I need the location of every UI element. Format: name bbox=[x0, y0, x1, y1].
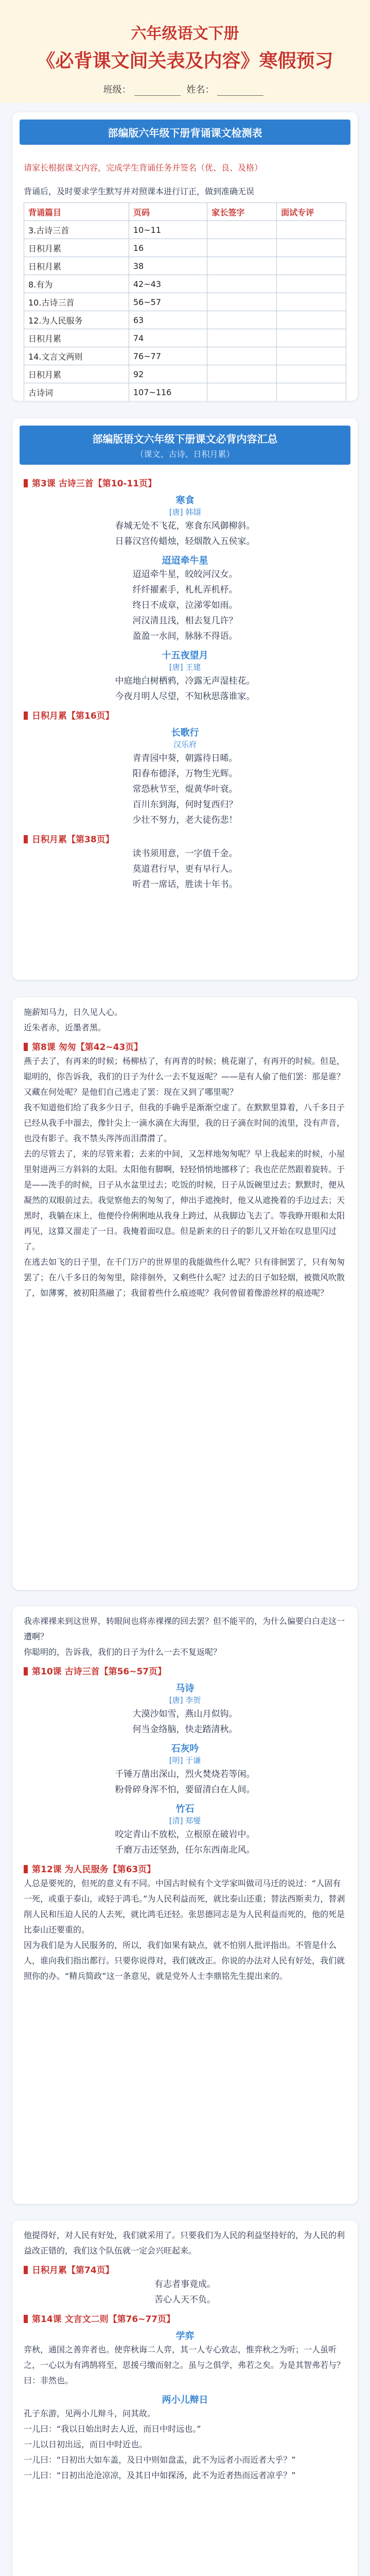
content-card-3 bbox=[12, 1606, 358, 2204]
poem-line: 千锤万凿出深山，烈火焚烧若等闲。 bbox=[115, 1769, 255, 1780]
table-row bbox=[24, 329, 346, 347]
table-cell: 12.为人民服务 bbox=[24, 311, 129, 329]
paragraph: 弈秋，通国之善弈者也。使弈秋诲二人弈，其一人专心致志，惟弈秋之为听；一人虽听之，一心以为有鸿鹄将至，思援弓缴而射之。虽与之俱学，弗若之矣。为是其智弗若与？曰：非然也。 bbox=[24, 2345, 345, 2385]
paragraph: 施薪知马力，日久见人心。 bbox=[24, 1007, 123, 1017]
signature-cell[interactable] bbox=[277, 383, 346, 401]
checklist-note: 背诵后，及时要求学生默写并对照课本进行订正，做到准确无误 bbox=[24, 187, 255, 196]
table-row bbox=[24, 239, 346, 257]
section-heading bbox=[24, 1664, 346, 1677]
section-marker-icon bbox=[24, 1865, 28, 1873]
class-blank[interactable] bbox=[134, 86, 181, 96]
signature-cell[interactable] bbox=[207, 221, 277, 239]
poem-line: 纤纤擢素手，札札弄机杼。 bbox=[132, 585, 238, 595]
section-heading bbox=[24, 1862, 346, 1875]
paragraph: 燕子去了，有再来的时候；杨柳枯了，有再青的时候；桃花谢了，有再开的时候。但是，聪明的，你告诉我，我们的日子为什么一去不复返呢？——是有人偷了他们罢：那是谁？又藏在何处呢？是他们自己逃走了罢：现在又到了哪里呢？ bbox=[24, 1056, 345, 1097]
summary-banner-title: 部编版语文六年级下册课文必背内容汇总 bbox=[92, 433, 278, 445]
table-cell: 56~57 bbox=[129, 293, 207, 311]
content-card-2 bbox=[12, 997, 358, 1590]
signature-cell[interactable] bbox=[277, 275, 346, 293]
section-heading-text: 日积月累【第38页】 bbox=[32, 835, 114, 845]
section-heading-text: 第12课 为人民服务【第63页】 bbox=[32, 1865, 156, 1875]
section-heading-text: 日积月累【第74页】 bbox=[32, 2265, 114, 2276]
poem-line: 盈盈一水间，脉脉不得语。 bbox=[132, 631, 238, 641]
name-blank[interactable] bbox=[217, 86, 263, 96]
header bbox=[0, 0, 370, 103]
table-cell: 76~77 bbox=[129, 347, 207, 365]
poem-line: 苦心人天不负。 bbox=[154, 2295, 216, 2305]
paragraph: 人总是要死的，但死的意义有不同。中国古时候有个文学家叫做司马迁的说过：“人固有一死，或重于泰山，或轻于鸿毛。”为人民利益而死，就比泰山还重；替法西斯卖力，替剥削人民和压迫人民的人去死，就比鸿毛还轻。张思德同志是为人民利益而死的，他的死是比泰山还要重的。 bbox=[24, 1878, 345, 1935]
poem-line: 千磨万击还坚劲，任尔东西南北风。 bbox=[115, 1845, 255, 1855]
table-cell: 3.古诗三首 bbox=[24, 221, 129, 239]
summary-banner-sub: （课文、古诗、日积月累） bbox=[135, 449, 235, 459]
poem-line: 常恐秋节至，焜黄华叶衰。 bbox=[132, 784, 238, 794]
section-heading bbox=[24, 832, 346, 845]
section-marker-icon bbox=[24, 2315, 28, 2323]
checklist-intro: 请家长根据课文内容，完成学生背诵任务并签名（优、良、及格） bbox=[24, 163, 263, 173]
poem-line: 青青园中葵，朝露待日晞。 bbox=[132, 753, 238, 764]
signature-cell[interactable] bbox=[207, 383, 277, 401]
paragraph: 我赤裸裸来到这世界，转眼间也将赤裸裸的回去罢？但不能平的，为什么偏要白白走这一遭啊？ bbox=[24, 1616, 345, 1641]
paragraph: 你聪明的，告诉我，我们的日子为什么一去不复返呢？ bbox=[24, 1647, 222, 1657]
table-row bbox=[24, 221, 346, 239]
poem-title: 寒食 bbox=[175, 495, 195, 506]
poem-line: 终日不成章，泣涕零如雨。 bbox=[132, 600, 238, 611]
poem-line: 今夜月明人尽望，不知秋思落谁家。 bbox=[115, 691, 255, 702]
signature-cell[interactable] bbox=[207, 365, 277, 383]
poem-title: 两小儿辩日 bbox=[162, 2395, 208, 2405]
table-cell: 日积月累 bbox=[24, 239, 129, 257]
table-row bbox=[24, 311, 346, 329]
section-heading-text: 第3课 古诗三首【第10-11页】 bbox=[32, 479, 157, 489]
card-body bbox=[12, 997, 358, 1309]
poem-line: 春城无处不飞花，寒食东风御柳斜。 bbox=[115, 521, 255, 531]
signature-cell[interactable] bbox=[207, 257, 277, 275]
table-cell: 8.有为 bbox=[24, 275, 129, 293]
signature-cell[interactable] bbox=[277, 221, 346, 239]
table-header: 面试专评 bbox=[277, 203, 346, 221]
poem-line: 有志者事竟成。 bbox=[154, 2279, 216, 2290]
paragraph: 一儿以日初出远，而日中时近也。 bbox=[24, 2439, 148, 2449]
signature-cell[interactable] bbox=[207, 293, 277, 311]
table-cell: 14.文言文两则 bbox=[24, 347, 129, 365]
poem-line: 大漠沙如雪，燕山月似钩。 bbox=[132, 1709, 238, 1719]
paragraph: 近朱者赤，近墨者黑。 bbox=[24, 1023, 107, 1032]
signature-cell[interactable] bbox=[207, 329, 277, 347]
student-info bbox=[0, 82, 370, 96]
poem-title: 十五夜望月 bbox=[162, 650, 208, 661]
section-heading bbox=[24, 1040, 346, 1053]
table-header: 家长签字 bbox=[207, 203, 277, 221]
table-row bbox=[24, 293, 346, 311]
paragraph: 因为我们是为人民服务的，所以，我们如果有缺点，就不怕别人批评指出。不管是什么人，谁向我们指出都行。只要你说得对，我们就改正。你说的办法对人民有好处，我们就照你的办。“精兵简政”这一条意见，就是党外人士李鼎铭先生提出来的。 bbox=[24, 1940, 345, 1981]
poem-author: [唐] 李贺 bbox=[169, 1696, 201, 1705]
signature-cell[interactable] bbox=[277, 311, 346, 329]
signature-cell[interactable] bbox=[277, 329, 346, 347]
content-card-1 bbox=[12, 418, 358, 980]
poem-title: 学弈 bbox=[175, 2331, 195, 2342]
checklist-banner: 部编版六年级下册背诵课文检测表 bbox=[20, 120, 350, 145]
checklist-table bbox=[24, 202, 346, 401]
signature-cell[interactable] bbox=[207, 347, 277, 365]
poem-author: [唐] 韩翃 bbox=[169, 507, 201, 517]
poem-line: 听君一席话，胜读十年书。 bbox=[132, 879, 238, 890]
section-heading bbox=[24, 2263, 346, 2276]
table-cell: 日积月累 bbox=[24, 257, 129, 275]
content-card-4 bbox=[12, 2221, 358, 2576]
poem-line: 河汉清且浅，相去复几许？ bbox=[132, 616, 238, 626]
table-cell: 16 bbox=[129, 239, 207, 257]
table-row bbox=[24, 257, 346, 275]
name-label: 姓名： bbox=[186, 84, 215, 95]
paragraph: 一儿曰：“日初出沧沧凉凉，及其日中如探汤，此不为近者热而远者凉乎？” bbox=[24, 2470, 296, 2480]
signature-cell[interactable] bbox=[207, 239, 277, 257]
poem-line: 日暮汉宫传蜡烛，轻烟散入五侯家。 bbox=[115, 536, 255, 547]
checklist-rows bbox=[24, 221, 346, 401]
poem-line: 百川东到海，何时复西归？ bbox=[132, 800, 238, 810]
poem-author: 汉乐府 bbox=[173, 740, 197, 749]
grade-title: 六年级语文下册 bbox=[131, 25, 239, 43]
poem-line: 迢迢牵牛星，皎皎河汉女。 bbox=[132, 569, 238, 580]
section-marker-icon bbox=[24, 1043, 28, 1051]
poem-title: 长歌行 bbox=[171, 727, 199, 738]
section-heading-text: 第10课 古诗三首【第56~57页】 bbox=[32, 1667, 167, 1677]
table-row bbox=[24, 275, 346, 293]
table-header-row bbox=[24, 203, 346, 221]
poem-line: 少壮不努力，老大徒伤悲！ bbox=[132, 815, 238, 825]
paragraph: 一儿曰：“日初出大如车盖，及日中则如盘盂，此不为远者小而近者大乎？” bbox=[24, 2455, 296, 2465]
signature-cell[interactable] bbox=[277, 293, 346, 311]
table-cell: 10~11 bbox=[129, 221, 207, 239]
section-heading-text: 第14课 文言文二则【第76~77页】 bbox=[32, 2314, 175, 2325]
paragraph: 一儿曰：“我以日始出时去人近，而日中时远也。” bbox=[24, 2424, 201, 2434]
section-marker-icon bbox=[24, 835, 28, 843]
section-heading bbox=[24, 476, 346, 489]
poem-title: 迢迢牵牛星 bbox=[162, 555, 208, 566]
poem-line: 粉骨碎身浑不怕，要留清白在人间。 bbox=[115, 1785, 255, 1795]
signature-cell[interactable] bbox=[277, 347, 346, 365]
signature-cell[interactable] bbox=[207, 275, 277, 293]
poem-line: 咬定青山不放松，立根原在破岩中。 bbox=[115, 1829, 255, 1840]
paragraph: 孔子东游，见两小儿辩斗，问其故。 bbox=[24, 2409, 156, 2418]
table-cell: 日积月累 bbox=[24, 329, 129, 347]
poem-line: 中庭地白树栖鸦，冷露无声湿桂花。 bbox=[115, 676, 255, 686]
section-heading bbox=[24, 2312, 346, 2325]
table-row bbox=[24, 365, 346, 383]
table-cell: 107~116 bbox=[129, 383, 207, 401]
summary-banner bbox=[20, 426, 350, 465]
section-heading-text: 日积月累【第16页】 bbox=[32, 711, 114, 721]
poem-line: 何当金络脑，快走踏清秋。 bbox=[132, 1724, 238, 1735]
poem-line: 读书须用意，一字值千金。 bbox=[132, 849, 238, 859]
document-title: 《必背课文间关表及内容》寒假预习 bbox=[37, 50, 333, 72]
table-cell: 日积月累 bbox=[24, 365, 129, 383]
signature-cell[interactable] bbox=[277, 257, 346, 275]
poem-author: [明] 于谦 bbox=[169, 1756, 201, 1765]
checklist-card bbox=[12, 112, 358, 401]
table-row bbox=[24, 347, 346, 365]
card-body bbox=[12, 469, 358, 901]
section-marker-icon bbox=[24, 1667, 28, 1675]
poem-title: 石灰吟 bbox=[171, 1743, 199, 1754]
section-marker-icon bbox=[24, 711, 28, 720]
table-cell: 古诗词 bbox=[24, 383, 129, 401]
table-cell: 38 bbox=[129, 257, 207, 275]
paragraph: 我不知道他们给了我多少日子，但我的手确乎是渐渐空虚了。在默默里算着，八千多日子已经从我手中溜去，像针尖上一滴水滴在大海里，我的日子滴在时间的流里，没有声音，也没有影子。我不禁头涔涔而泪潸潸了。 bbox=[24, 1103, 345, 1143]
section-marker-icon bbox=[24, 479, 28, 487]
poem-title: 马诗 bbox=[175, 1683, 195, 1694]
table-cell: 63 bbox=[129, 311, 207, 329]
section-marker-icon bbox=[24, 2266, 28, 2274]
section-heading bbox=[24, 708, 346, 721]
table-header: 页码 bbox=[129, 203, 207, 221]
paragraph: 他提得好，对人民有好处，我们就采用了。只要我们为人民的利益坚持好的，为人民的利益改正错的，我们这个队伍就一定会兴旺起来。 bbox=[24, 2230, 345, 2256]
signature-cell[interactable] bbox=[277, 239, 346, 257]
signature-cell[interactable] bbox=[277, 365, 346, 383]
card-body bbox=[12, 2221, 358, 2492]
section-heading-text: 第8课 匆匆【第42~43页】 bbox=[32, 1042, 143, 1053]
table-cell: 42~43 bbox=[129, 275, 207, 293]
card-body bbox=[12, 1606, 358, 1992]
table-row bbox=[24, 383, 346, 401]
poem-author: [清] 郑燮 bbox=[169, 1816, 201, 1825]
paragraph: 去的尽管去了，来的尽管来着；去来的中间，又怎样地匆匆呢？早上我起来的时候，小屋里射进两三方斜斜的太阳。太阳他有脚啊，轻轻悄悄地挪移了；我也茫茫然跟着旋转。于是——洗手的时候，日子从水盆里过去；吃饭的时候，日子从饭碗里过去；默默时，便从凝然的双眼前过去。我觉察他去的匆匆了，伸出手遮挽时，他又从遮挽着的手边过去；天黑时，我躺在床上，他便伶伶俐俐地从我身上跨过，从我脚边飞去了。等我睁开眼和太阳再见，这算又溜走了一日。我掩着面叹息。但是新来的日子的影儿又开始在叹息里闪过了。 bbox=[24, 1149, 345, 1251]
poem-line: 莫道君行早，更有早行人。 bbox=[132, 864, 238, 874]
table-cell: 92 bbox=[129, 365, 207, 383]
class-label: 班级： bbox=[103, 84, 131, 95]
paragraph: 在逃去如飞的日子里，在千门万户的世界里的我能做些什么呢？只有徘徊罢了，只有匆匆罢了；在八千多日的匆匆里，除徘徊外，又剩些什么呢？过去的日子如轻烟，被微风吹散了，如薄雾，被初阳蒸融了；我留着些什么痕迹呢？我何曾留着像游丝样的痕迹呢？ bbox=[24, 1257, 345, 1298]
table-cell: 74 bbox=[129, 329, 207, 347]
poem-author: [唐] 王建 bbox=[169, 663, 201, 672]
poem-line: 阳春布德泽，万物生光辉。 bbox=[132, 769, 238, 779]
table-cell: 10.古诗三首 bbox=[24, 293, 129, 311]
signature-cell[interactable] bbox=[207, 311, 277, 329]
table-header: 背诵篇目 bbox=[24, 203, 129, 221]
poem-title: 竹石 bbox=[175, 1804, 195, 1815]
